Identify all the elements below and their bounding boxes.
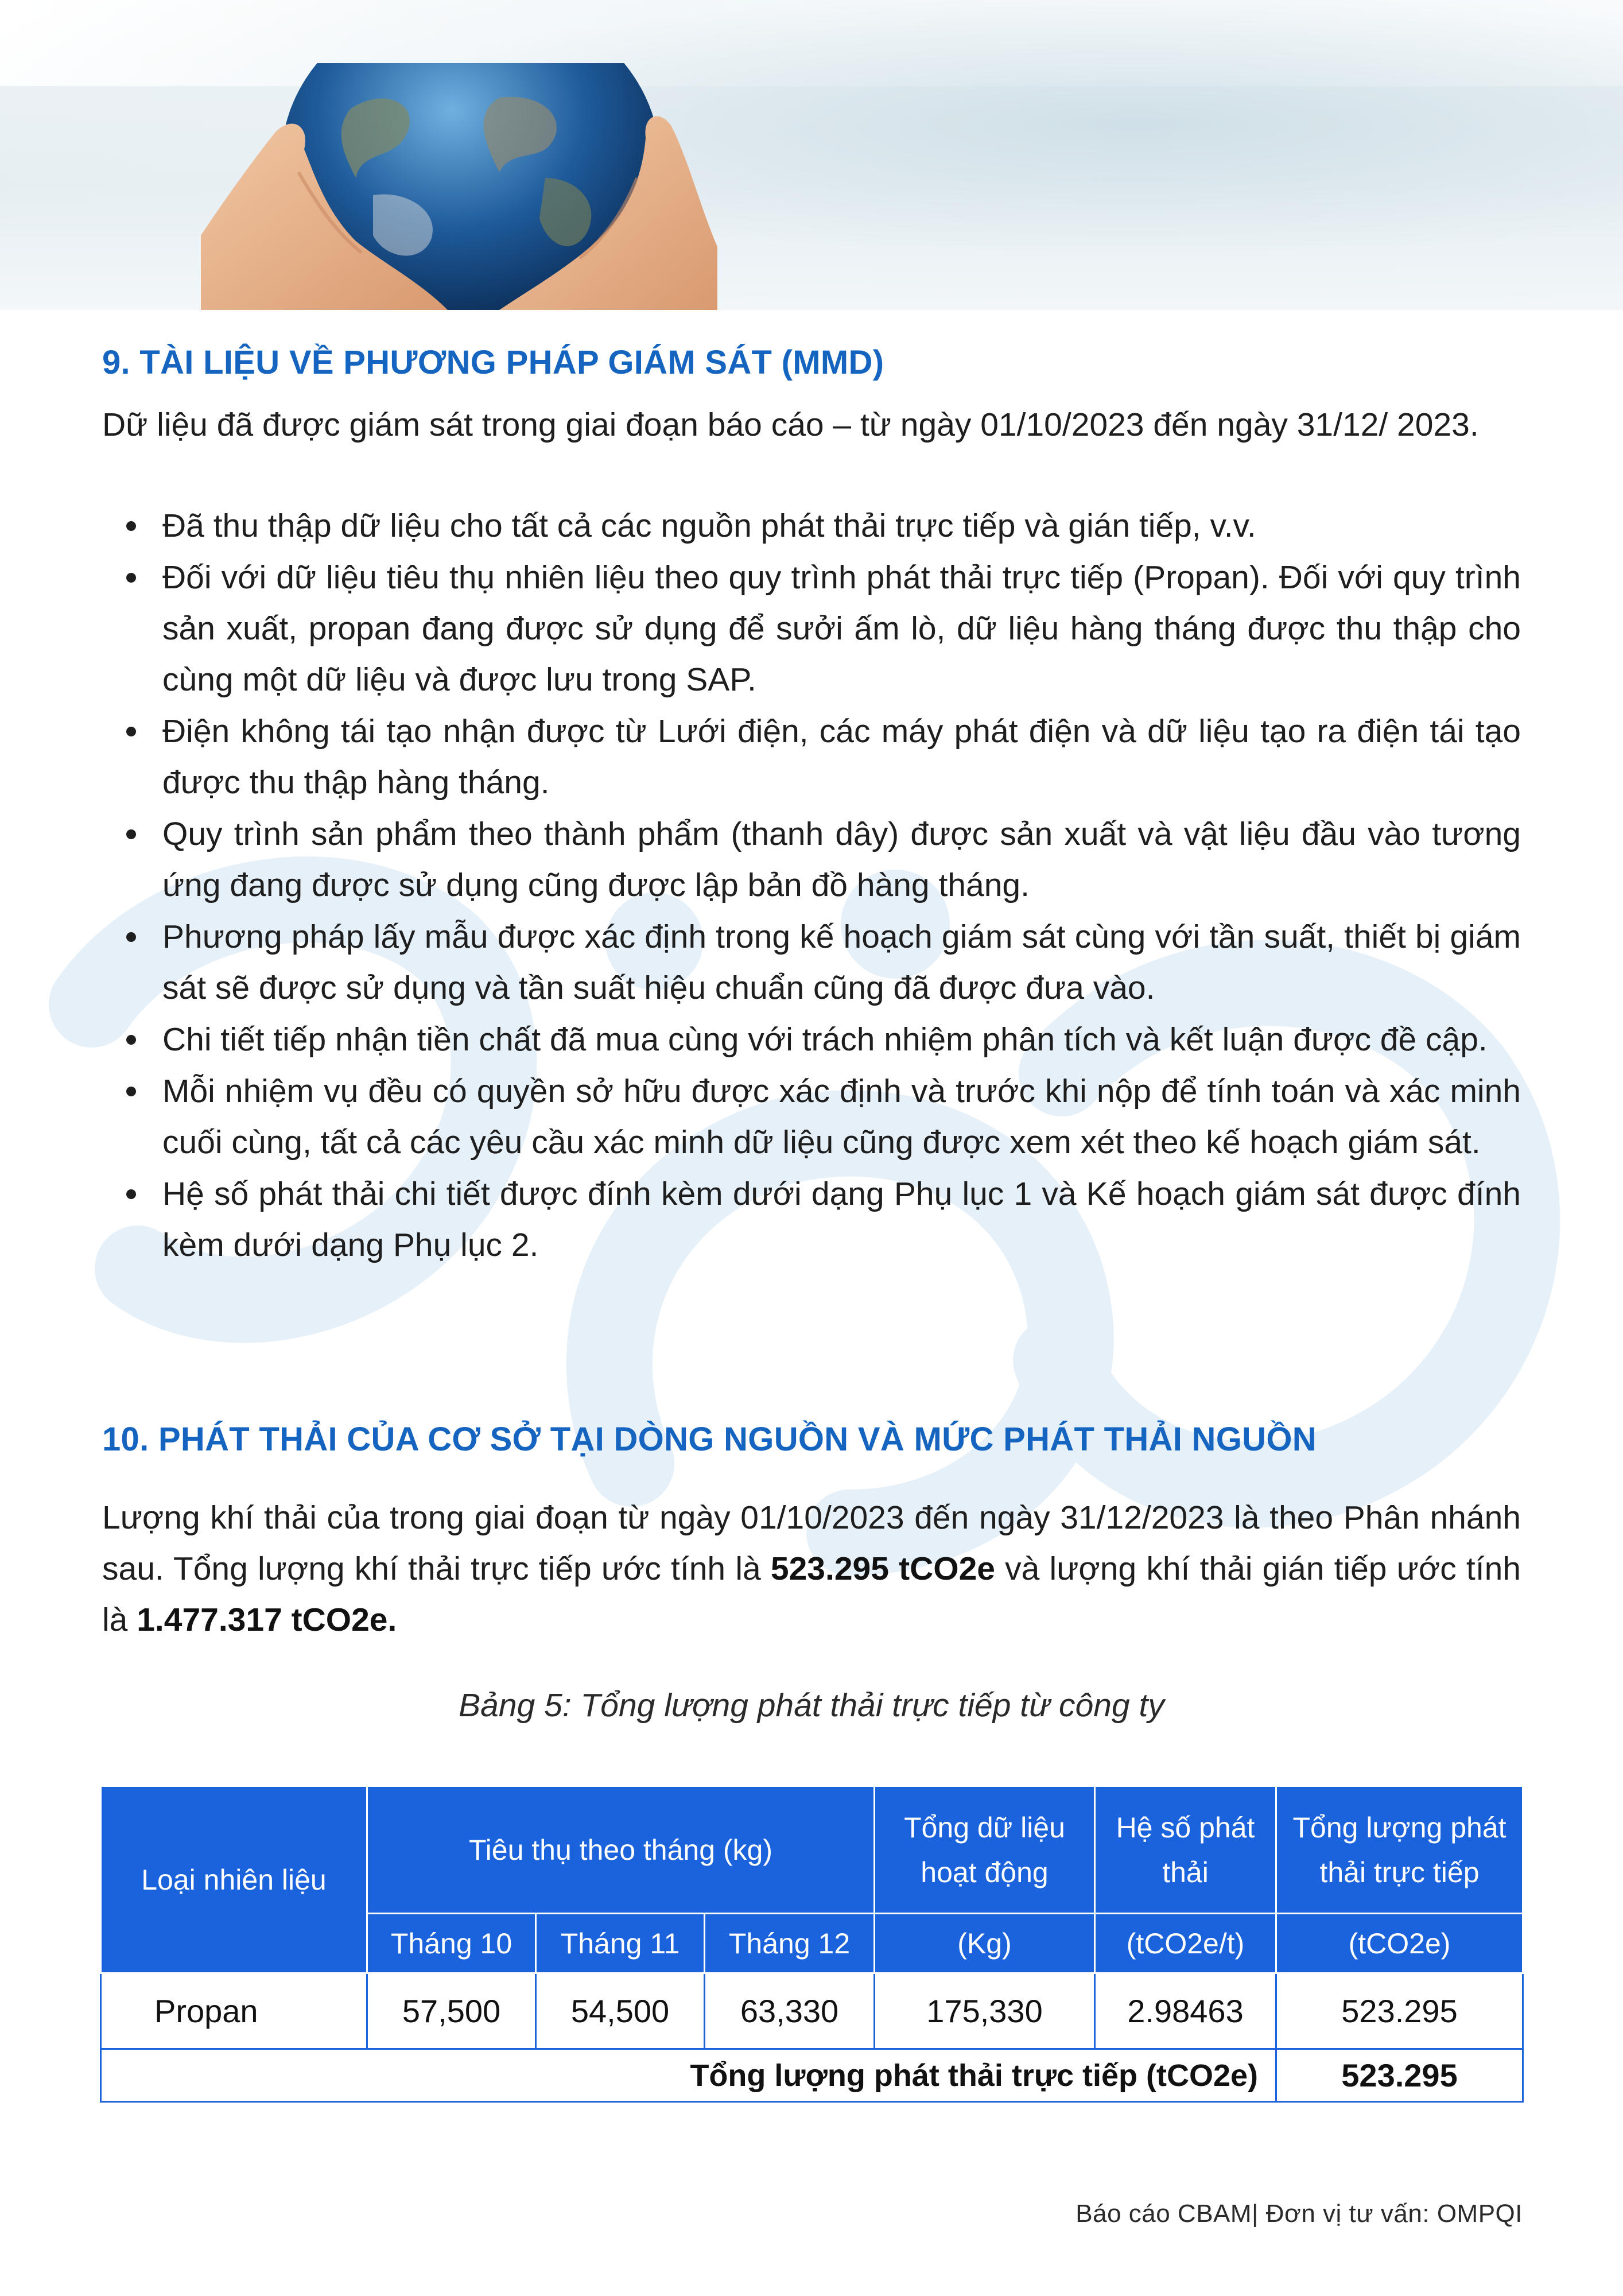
list-item: Điện không tái tạo nhận được từ Lưới điện, các máy phát điện và dữ liệu tạo ra điện tái tạo được thu thập hàng tháng.: [102, 706, 1521, 808]
header-total-direct-emissions: Tổng lượng phát thải trực tiếp: [1276, 1786, 1523, 1914]
table-header-row: [101, 1786, 1523, 1914]
header-banner: [0, 0, 1623, 310]
list-item: Phương pháp lấy mẫu được xác định trong kế hoạch giám sát cùng với tần suất, thiết bị giám sát sẽ được sử dụng và tần suất hiệu chuẩn cũng đã được đưa vào.: [102, 912, 1521, 1014]
list-item: Đối với dữ liệu tiêu thụ nhiên liệu theo quy trình phát thải trực tiếp (Propan). Đối với quy trình sản xuất, propan đang được sử dụng để sưởi ấm lò, dữ liệu hàng tháng được thu thập cho cùng một dữ liệu và được lưu trong SAP.: [102, 552, 1521, 705]
header-emission-factor: Hệ số phát thải: [1095, 1786, 1276, 1914]
cell-factor: 2.98463: [1095, 1973, 1276, 2049]
header-month-11: Tháng 11: [536, 1914, 705, 1973]
indirect-emissions-total: 1.477.317 tCO2e.: [137, 1601, 397, 1638]
list-item: Quy trình sản phẩm theo thành phẩm (thanh dây) được sản xuất và vật liệu đầu vào tương ứng đang được sử dụng cũng được lập bản đồ hàng tháng.: [102, 809, 1521, 911]
table-caption: Bảng 5: Tổng lượng phát thải trực tiếp từ công ty: [459, 1687, 1164, 1724]
cell-month-12: 63,330: [705, 1973, 875, 2049]
section-9-heading: 9. TÀI LIỆU VỀ PHƯƠNG PHÁP GIÁM SÁT (MMD): [102, 344, 884, 381]
cell-month-10: 57,500: [367, 1973, 536, 2049]
header-activity-data: Tổng dữ liệu hoạt động: [875, 1786, 1095, 1914]
section-10-paragraph: [102, 1492, 1521, 1646]
header-month-12: Tháng 12: [705, 1914, 875, 1973]
total-value: 523.295: [1276, 2049, 1523, 2102]
section-9-bullet-list: [102, 501, 1521, 1271]
list-item: Đã thu thập dữ liệu cho tất cả các nguồn phát thải trực tiếp và gián tiếp, v.v.: [102, 501, 1521, 552]
direct-emissions-table: [100, 1785, 1524, 2103]
page-footer: Báo cáo CBAM| Đơn vị tư vấn: OMPQI: [1075, 2200, 1523, 2228]
cell-fuel: Propan: [101, 1973, 367, 2049]
header-monthly-consumption: Tiêu thụ theo tháng (kg): [367, 1786, 875, 1914]
direct-emissions-total: 523.295 tCO2e: [770, 1550, 995, 1587]
list-item: Hệ số phát thải chi tiết được đính kèm dưới dạng Phụ lục 1 và Kế hoạch giám sát được đính kèm dưới dạng Phụ lục 2.: [102, 1169, 1521, 1271]
list-item: Chi tiết tiếp nhận tiền chất đã mua cùng với trách nhiệm phân tích và kết luận được đề cập.: [102, 1014, 1521, 1065]
globe-in-hands-image: [201, 63, 717, 310]
section-9-intro: Dữ liệu đã được giám sát trong giai đoạn báo cáo – từ ngày 01/10/2023 đến ngày 31/12/ 2023.: [102, 406, 1479, 443]
section-10-text-part1: Lượng khí thải của trong giai đoạn từ ngày 01/10/2023 đến ngày 31/12/2023 là theo Phân nhánh sau. Tổng lượng khí thải trực tiếp ước tính là: [102, 1499, 1521, 1587]
cell-month-11: 54,500: [536, 1973, 705, 2049]
header-month-10: Tháng 10: [367, 1914, 536, 1973]
header-activity-unit: (Kg): [875, 1914, 1095, 1973]
list-item: Mỗi nhiệm vụ đều có quyền sở hữu được xác định và trước khi nộp để tính toán và xác minh cuối cùng, tất cả các yêu cầu xác minh dữ liệu cũng được xem xét theo kế hoạch giám sát.: [102, 1066, 1521, 1168]
cell-activity: 175,330: [875, 1973, 1095, 2049]
header-factor-unit: (tCO2e/t): [1095, 1914, 1276, 1973]
section-10-text-part2: và lượng khí thải gián tiếp ước tính là: [102, 1550, 1521, 1638]
cell-total: 523.295: [1276, 1973, 1523, 2049]
header-total-unit: (tCO2e): [1276, 1914, 1523, 1973]
table-row: [101, 1973, 1523, 2049]
header-fuel-type: Loại nhiên liệu: [101, 1786, 367, 1973]
total-label: Tổng lượng phát thải trực tiếp (tCO2e): [101, 2049, 1276, 2102]
table-total-row: [101, 2049, 1523, 2102]
section-10-heading: 10. PHÁT THẢI CỦA CƠ SỞ TẠI DÒNG NGUỒN VÀ MỨC PHÁT THẢI NGUỒN: [102, 1421, 1317, 1458]
